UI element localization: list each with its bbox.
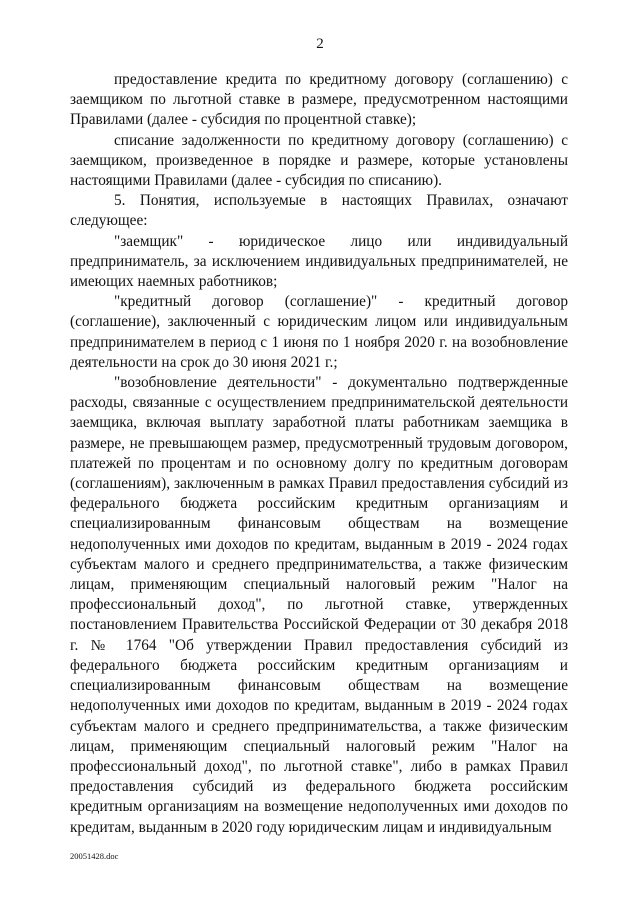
paragraph-definition-resumption: "возобновление деятельности" - документально подтвержденные расходы, связанные с осуществлением предпринимательской деятельности заемщика, включая выплату заработной платы работникам заемщика в размере, не превышающем размер, предусмотренный трудовым договором, платежей по процентам и по основному долгу по кредитным договорам (соглашениям), заключенным в рамках Правил предоставления субсидий из федерального бюджета российским кредитным организациям и специализированным финансовым обществам на возмещение недополученных ими доходов по кредитам, выданным в 2019 - 2024 годах субъектам малого и среднего предпринимательства, а также физическим лицам, применяющим специальный налоговый режим "Налог на профессиональный доход", по льготной ставке, утвержденных постановлением Правительства Российской Федерации от 30 декабря 2018 г. № 1764 "Об утверждении Правил предоставления субсидий из федерального бюджета российским кредитным организациям и специализированным финансовым обществам на возмещение недополученных ими доходов по кредитам, выданным в 2019 - 2024 годах субъектам малого и среднего предпринимательства, а также физическим лицам, применяющим специальный налоговый режим "Налог на профессиональный доход", по льготной ставке", либо в рамках Правил предоставления субсидий из федерального бюджета российским кредитным организациям на возмещение недополученных ими доходов по кредитам, выданным в 2020 году юридическим лицам и индивидуальным xyxy=(70,374,568,836)
page-number: 2 xyxy=(316,36,324,52)
footer-doc-code: 20051428.doc xyxy=(70,851,119,861)
paragraph-subsidy-interest: предоставление кредита по кредитному договору (соглашению) с заемщиком по льготной ставке в размере, предусмотренном настоящими Правилами (далее - субсидия по процентной ставке); xyxy=(70,71,568,129)
paragraph-definition-borrower: "заемщик" - юридическое лицо или индивидуальный предприниматель, за исключением индивидуальных предпринимателей, не имеющих наемных работников; xyxy=(70,232,568,291)
paragraph-subsidy-writeoff: списание задолженности по кредитному договору (соглашению) с заемщиком, произведенное в порядке и размере, которые установлены настоящими Правилами (далее - субсидия по списанию). xyxy=(70,131,568,190)
document-body xyxy=(70,70,568,838)
paragraph-definition-loan-agreement: "кредитный договор (соглашение)" - кредитный договор (соглашение), заключенный с юридическим лицом или индивидуальным предпринимателем в период с 1 июня по 1 ноября 2020 г. на возобновление деятельности на срок до 30 июня 2021 г.; xyxy=(70,293,568,371)
paragraph-definitions-intro: 5. Понятия, используемые в настоящих Правилах, означают следующее: xyxy=(70,192,568,230)
